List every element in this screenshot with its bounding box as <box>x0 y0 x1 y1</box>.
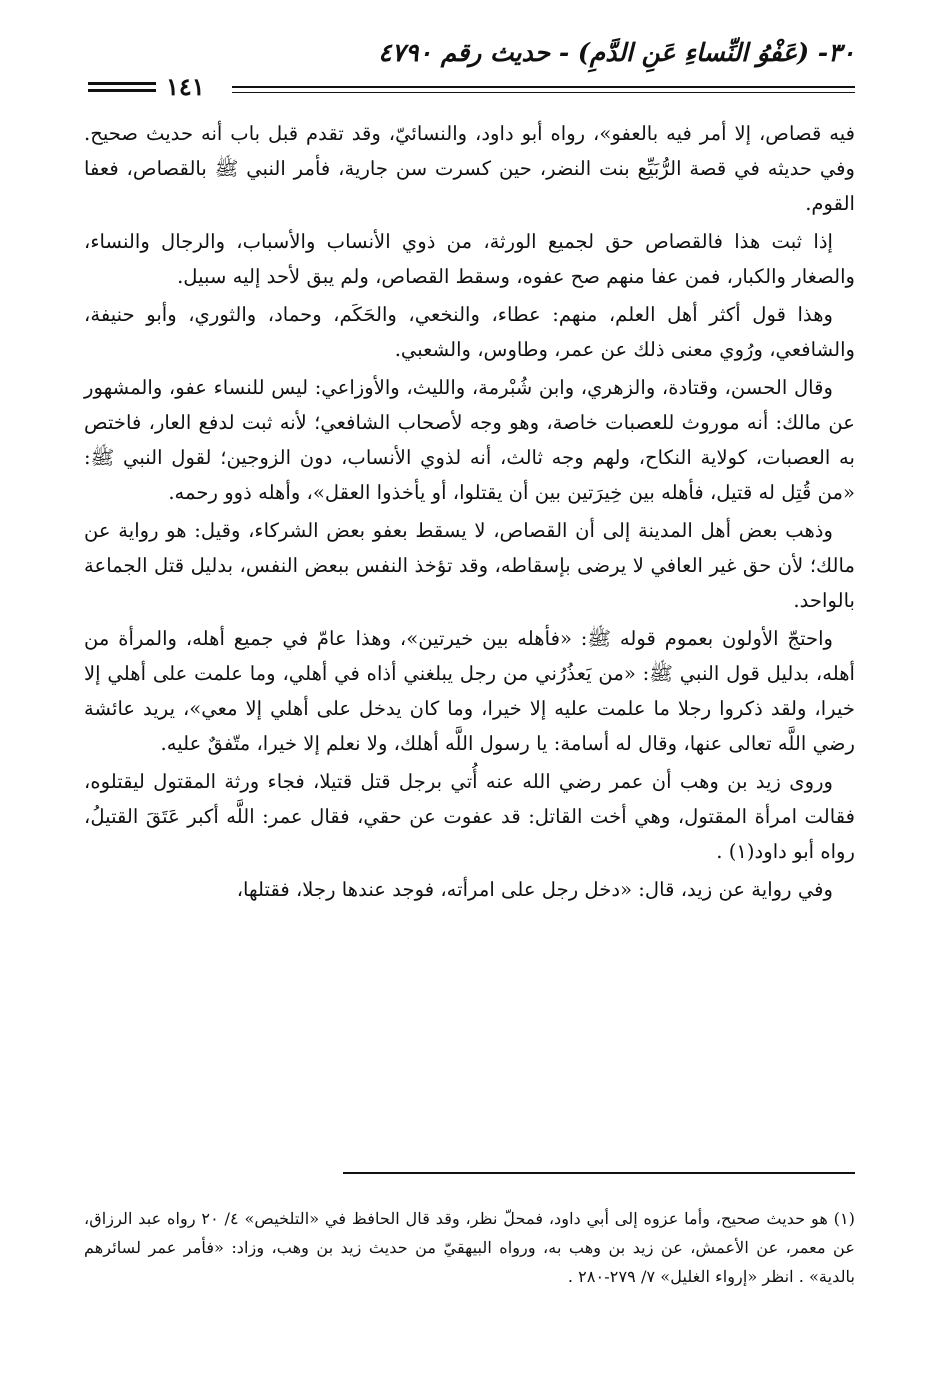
header-rule-short-lower <box>88 89 156 92</box>
header-rule-short <box>88 82 156 85</box>
running-header-title: ٣٠- (عَفْوُ النِّساءِ عَنِ الدَّمِ) - حديث رقم ٤٧٩٠ <box>378 38 855 67</box>
body-text <box>84 116 855 910</box>
paragraph: وذهب بعض أهل المدينة إلى أن القصاص، لا يسقط بعفو بعض الشركاء، وقيل: هو رواية عن مالك؛ لأن حق غير العافي لا يرضى بإسقاطه، وقد تؤخذ النفس ببعض النفس، بدليل قتل الجماعة بالواحد. <box>84 519 855 612</box>
paragraph: فيه قصاص، إلا أمر فيه بالعفو»، رواه أبو داود، والنسائيّ، وقد تقدم قبل باب أنه حديث صحيح. وفي حديثه في قصة الرُّبَيِّع بنت النضر، حين كسرت سن جارية، فأمر النبي ﷺ بالقصاص، فعفا القوم. <box>84 122 855 215</box>
paragraph: وقال الحسن، وقتادة، والزهري، وابن شُبْرمة، والليث، والأوزاعي: ليس للنساء عفو، والمشهور عن مالك: أنه موروث للعصبات خاصة، وهو وجه لأصحاب الشافعي؛ لأنه ثبت لدفع العار، فاختص به العصبات، كولاية النكاح، ولهم وجه ثالث، أنه لذوي الأنساب، دون الزوجين؛ لقول النبي ﷺ: «من قُتِل له قتيل، فأهله بين خِيرَتين بين أن يقتلوا، أو يأخذوا العقل»، وأهله ذوو رحمه. <box>84 376 855 504</box>
paragraph: واحتجّ الأولون بعموم قوله ﷺ: «فأهله بين خيرتين»، وهذا عامّ في جميع أهله، والمرأة من أهله، بدليل قول النبي ﷺ: «من يَعذُرُني من رجل يبلغني أذاه في أهلي، وما علمت على أهلي إلا خيرا، ولقد ذكروا رجلا ما علمت عليه إلا خيرا، وما كان يدخل على أهلي إلا معي»، يريد عائشة رضي اللَّه تعالى عنها، وقال له أسامة: يا رسول اللَّه أهلك، ولا نعلم إلا خيرا، متّفقٌ عليه. <box>84 627 855 755</box>
paragraph: وهذا قول أكثر أهل العلم، منهم: عطاء، والنخعي، والحَكَم، وحماد، والثوري، وأبو حنيفة، والشافعي، ورُوي معنى ذلك عن عمر، وطاوس، والشعبي. <box>84 303 855 361</box>
paragraph: إذا ثبت هذا فالقصاص حق لجميع الورثة، من ذوي الأنساب والأسباب، والرجال والنساء، والصغار والكبار، فمن عفا منهم صح عفوه، وسقط القصاص، ولم يبق لأحد إليه سبيل. <box>84 230 855 288</box>
paragraph: وفي رواية عن زيد، قال: «دخل رجل على امرأته، فوجد عندها رجلا، فقتلها، <box>236 878 833 901</box>
page-number: ١٤١ <box>166 72 205 101</box>
footnote-separator <box>343 1172 855 1174</box>
header-rule-thin <box>232 92 855 93</box>
paragraph: وروى زيد بن وهب أن عمر رضي الله عنه أُتي برجل قتل قتيلا، فجاء ورثة المقتول ليقتلوه، فقالت امرأة المقتول، وهي أخت القاتل: قد عفوت عن حقي، فقال عمر: اللَّه أكبر عَتَقَ القتيلُ، رواه أبو داود(١) . <box>84 770 855 863</box>
footnote <box>84 1204 855 1291</box>
header-rule <box>232 86 855 88</box>
footnote-text: (١) هو حديث صحيح، وأما عزوه إلى أبي داود، فمحلّ نظر، وقد قال الحافظ في «التلخيص» ٤/ ٢٠ رواه عبد الرزاق، عن معمر، عن الأعمش، عن زيد بن وهب به، ورواه البيهقيّ من حديث زيد بن وهب، وزاد: «فأمر عمر لسائرهم بالدية» . انظر «إرواء الغليل» ٧/ ٢٧٩-٢٨٠ . <box>84 1209 855 1286</box>
